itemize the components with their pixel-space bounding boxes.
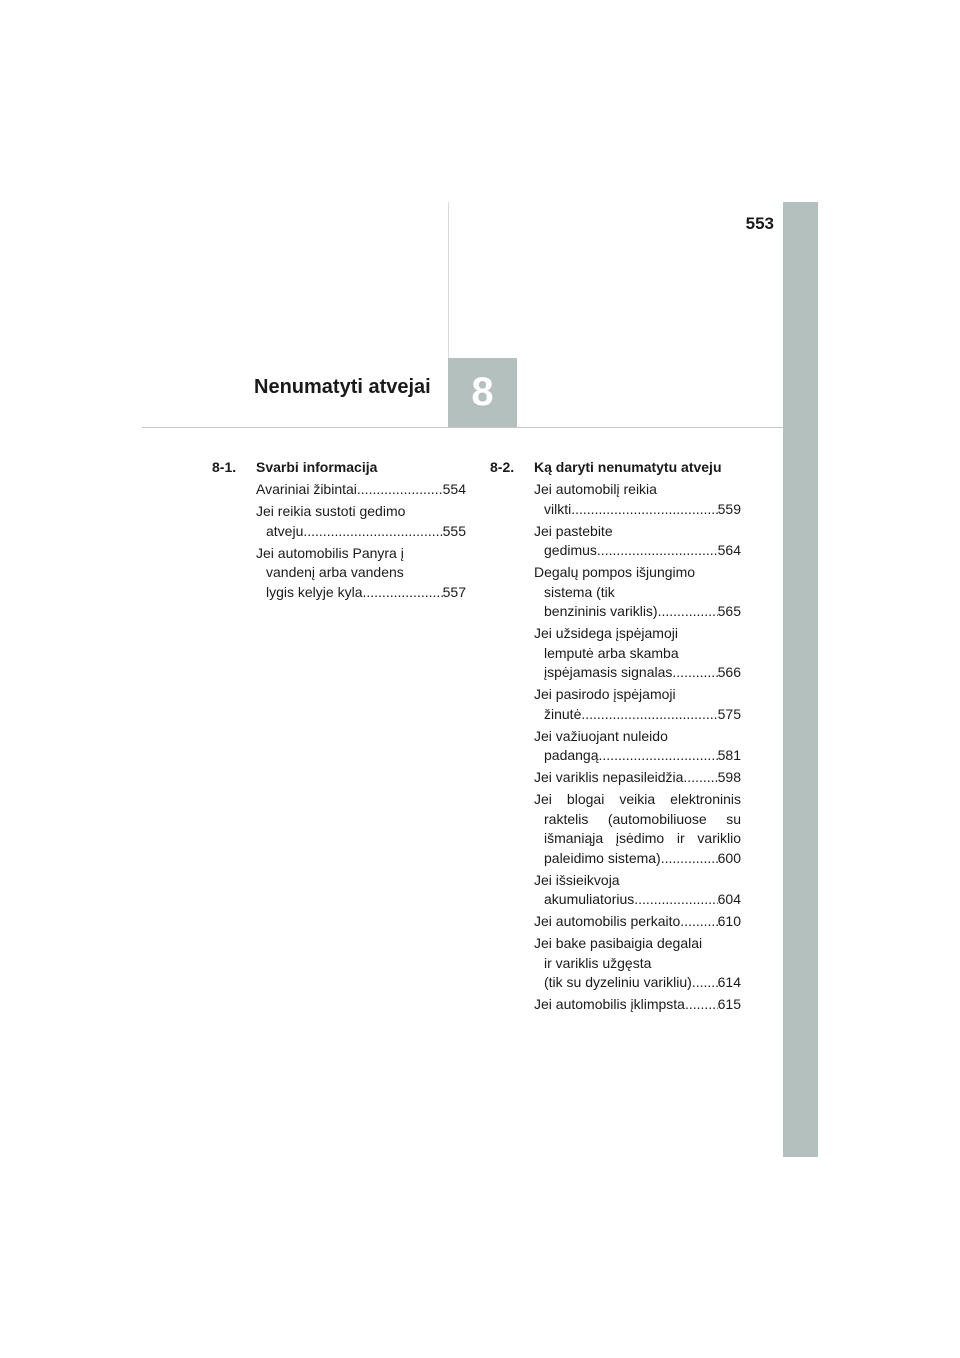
toc-entry-page: 566 (717, 664, 741, 680)
toc-entry-page: 598 (717, 769, 741, 785)
toc-entry-leader-line (534, 746, 741, 766)
chapter-title: Nenumatyti atvejai (254, 376, 431, 398)
toc-entry-text-line: vandenį arba vandens (266, 564, 404, 580)
toc-entry[interactable] (256, 544, 466, 603)
toc-entry-page: 564 (717, 542, 741, 558)
toc-entry-leader-line (256, 480, 466, 500)
toc-entry-label: lygis kelyje kyla (266, 583, 363, 600)
toc-entry-page: 565 (717, 603, 741, 619)
toc-entry-page: 557 (442, 583, 466, 600)
toc-entry-text-line: Jei reikia sustoti gedimo (256, 503, 406, 519)
dot-leader (661, 849, 718, 869)
dot-leader (357, 480, 443, 500)
header-vertical-divider (448, 202, 449, 358)
toc-entry-page: 610 (717, 913, 741, 929)
toc-entry-page: 559 (717, 500, 741, 517)
toc-entry-leader-line (534, 912, 741, 932)
dot-leader (692, 973, 718, 993)
toc-entry-text-line: Jei pastebite (534, 522, 613, 539)
toc-entry[interactable] (534, 522, 741, 561)
dot-leader (303, 522, 442, 542)
toc-entry[interactable] (534, 934, 741, 993)
toc-entry-leader-line (256, 522, 466, 542)
toc-entry[interactable] (534, 563, 741, 622)
toc-entry[interactable] (256, 480, 466, 500)
toc-entry-page: 614 (717, 974, 741, 990)
toc-entry-leader-line (534, 541, 741, 561)
toc-entry-label: Jei automobilis įklimpsta (534, 996, 685, 1012)
toc-entry-text-line: raktelis (automobiliuose su (544, 810, 741, 827)
toc-entry-label: paleidimo sistema) (544, 849, 661, 866)
toc-entry-label: įspėjamasis signalas (544, 664, 673, 680)
dot-leader (362, 583, 442, 603)
toc-entry-page: 615 (717, 996, 741, 1012)
toc-entry-leader-line (534, 890, 741, 910)
page-number: 553 (745, 214, 774, 233)
toc-entry-text-line: Degalų pompos išjungimo (534, 564, 696, 580)
toc-entry-page: 600 (717, 849, 741, 866)
dot-leader (571, 500, 717, 520)
toc-entry-page: 581 (717, 747, 741, 763)
section-heading (212, 458, 466, 478)
toc-entry-text-line: Jei automobilis Panyra į (256, 544, 404, 561)
dot-leader (581, 705, 717, 725)
toc-entry-label: benzininis variklis) (544, 603, 658, 619)
toc-entry[interactable] (534, 790, 741, 868)
toc-entry-label: akumuliatorius (544, 891, 635, 907)
toc-entry-leader-line (534, 973, 741, 993)
toc-entry[interactable] (534, 768, 741, 788)
toc-entry-text-line: Jei išsieikvoja (534, 871, 620, 888)
toc-entry-label: Avariniai žibintai (256, 481, 357, 497)
toc-entry-text-line: Jei važiuojant nuleido (534, 727, 668, 744)
section-title: Svarbi informacija (256, 459, 378, 475)
toc-entry-text-line: Jei bake pasibaigia degalai (534, 935, 703, 951)
section-number: 8-2. (490, 459, 515, 475)
dot-leader (599, 746, 718, 766)
toc-entry-leader-line (534, 500, 741, 520)
toc-entry[interactable] (256, 502, 466, 541)
toc-entry[interactable] (534, 480, 741, 519)
toc-entry-label: atveju (266, 522, 304, 539)
toc-entry-page: 555 (442, 522, 466, 539)
toc-entry[interactable] (534, 624, 741, 683)
dot-leader (634, 890, 717, 910)
toc-entry-leader-line (534, 602, 741, 622)
toc-entries (490, 480, 741, 1015)
dot-leader (683, 768, 717, 788)
toc-entry[interactable] (534, 912, 741, 932)
toc-entry-leader-line (534, 849, 741, 869)
toc-entry-text-line: Jei automobilį reikia (534, 481, 657, 497)
header-horizontal-divider (142, 427, 783, 428)
toc-entry-text-line: lemputė arba skamba (544, 644, 679, 661)
toc-entry-leader-line (534, 705, 741, 725)
toc-entry-text-line: Jei blogai veikia elektroninis (534, 791, 741, 807)
toc-entry-leader-line (534, 995, 741, 1015)
toc-entry-label: gedimus (544, 542, 597, 558)
toc-entry-label: padangą (544, 747, 599, 763)
toc-entry-leader-line (256, 583, 466, 603)
chapter-number: 8 (471, 370, 494, 414)
toc-entry-label: (tik su dyzeliniu varikliu) (544, 974, 692, 990)
toc-entry[interactable] (534, 685, 741, 724)
toc-entry-label: Jei variklis nepasileidžia (534, 769, 684, 785)
toc-entry-text-line: Jei užsidega įspėjamoji (534, 625, 678, 641)
toc-entry[interactable] (534, 727, 741, 766)
chapter-number-box (448, 358, 517, 427)
toc-entry-page: 575 (717, 705, 741, 722)
chapter-side-tab (783, 202, 818, 1157)
dot-leader (685, 995, 718, 1015)
toc-entry-text-line: Jei pasirodo įspėjamoji (534, 686, 676, 702)
dot-leader (680, 912, 717, 932)
dot-leader (658, 602, 718, 622)
dot-leader (672, 663, 717, 683)
toc-entry-label: Jei automobilis perkaito (534, 913, 681, 929)
toc-section-8-2 (490, 458, 741, 1017)
section-number: 8-1. (212, 459, 237, 475)
toc-entry-leader-line (534, 768, 741, 788)
section-heading (490, 458, 741, 478)
toc-entry-text-line: išmaniąja įsėdimo ir variklio (544, 830, 741, 846)
toc-entry-page: 604 (717, 891, 741, 907)
dot-leader (597, 541, 718, 561)
section-title: Ką daryti nenumatytu atveju (534, 459, 722, 475)
toc-entry[interactable] (534, 995, 741, 1015)
toc-entry-page: 554 (442, 481, 466, 497)
toc-section-8-1 (212, 458, 466, 605)
toc-entry-leader-line (534, 663, 741, 683)
toc-entries (212, 480, 466, 602)
toc-entry-text-line: ir variklis užgęsta (544, 954, 652, 971)
toc-entry[interactable] (534, 871, 741, 910)
toc-entry-text-line: sistema (tik (544, 583, 615, 600)
toc-entry-label: žinutė (544, 705, 582, 722)
toc-entry-label: vilkti (544, 500, 572, 517)
